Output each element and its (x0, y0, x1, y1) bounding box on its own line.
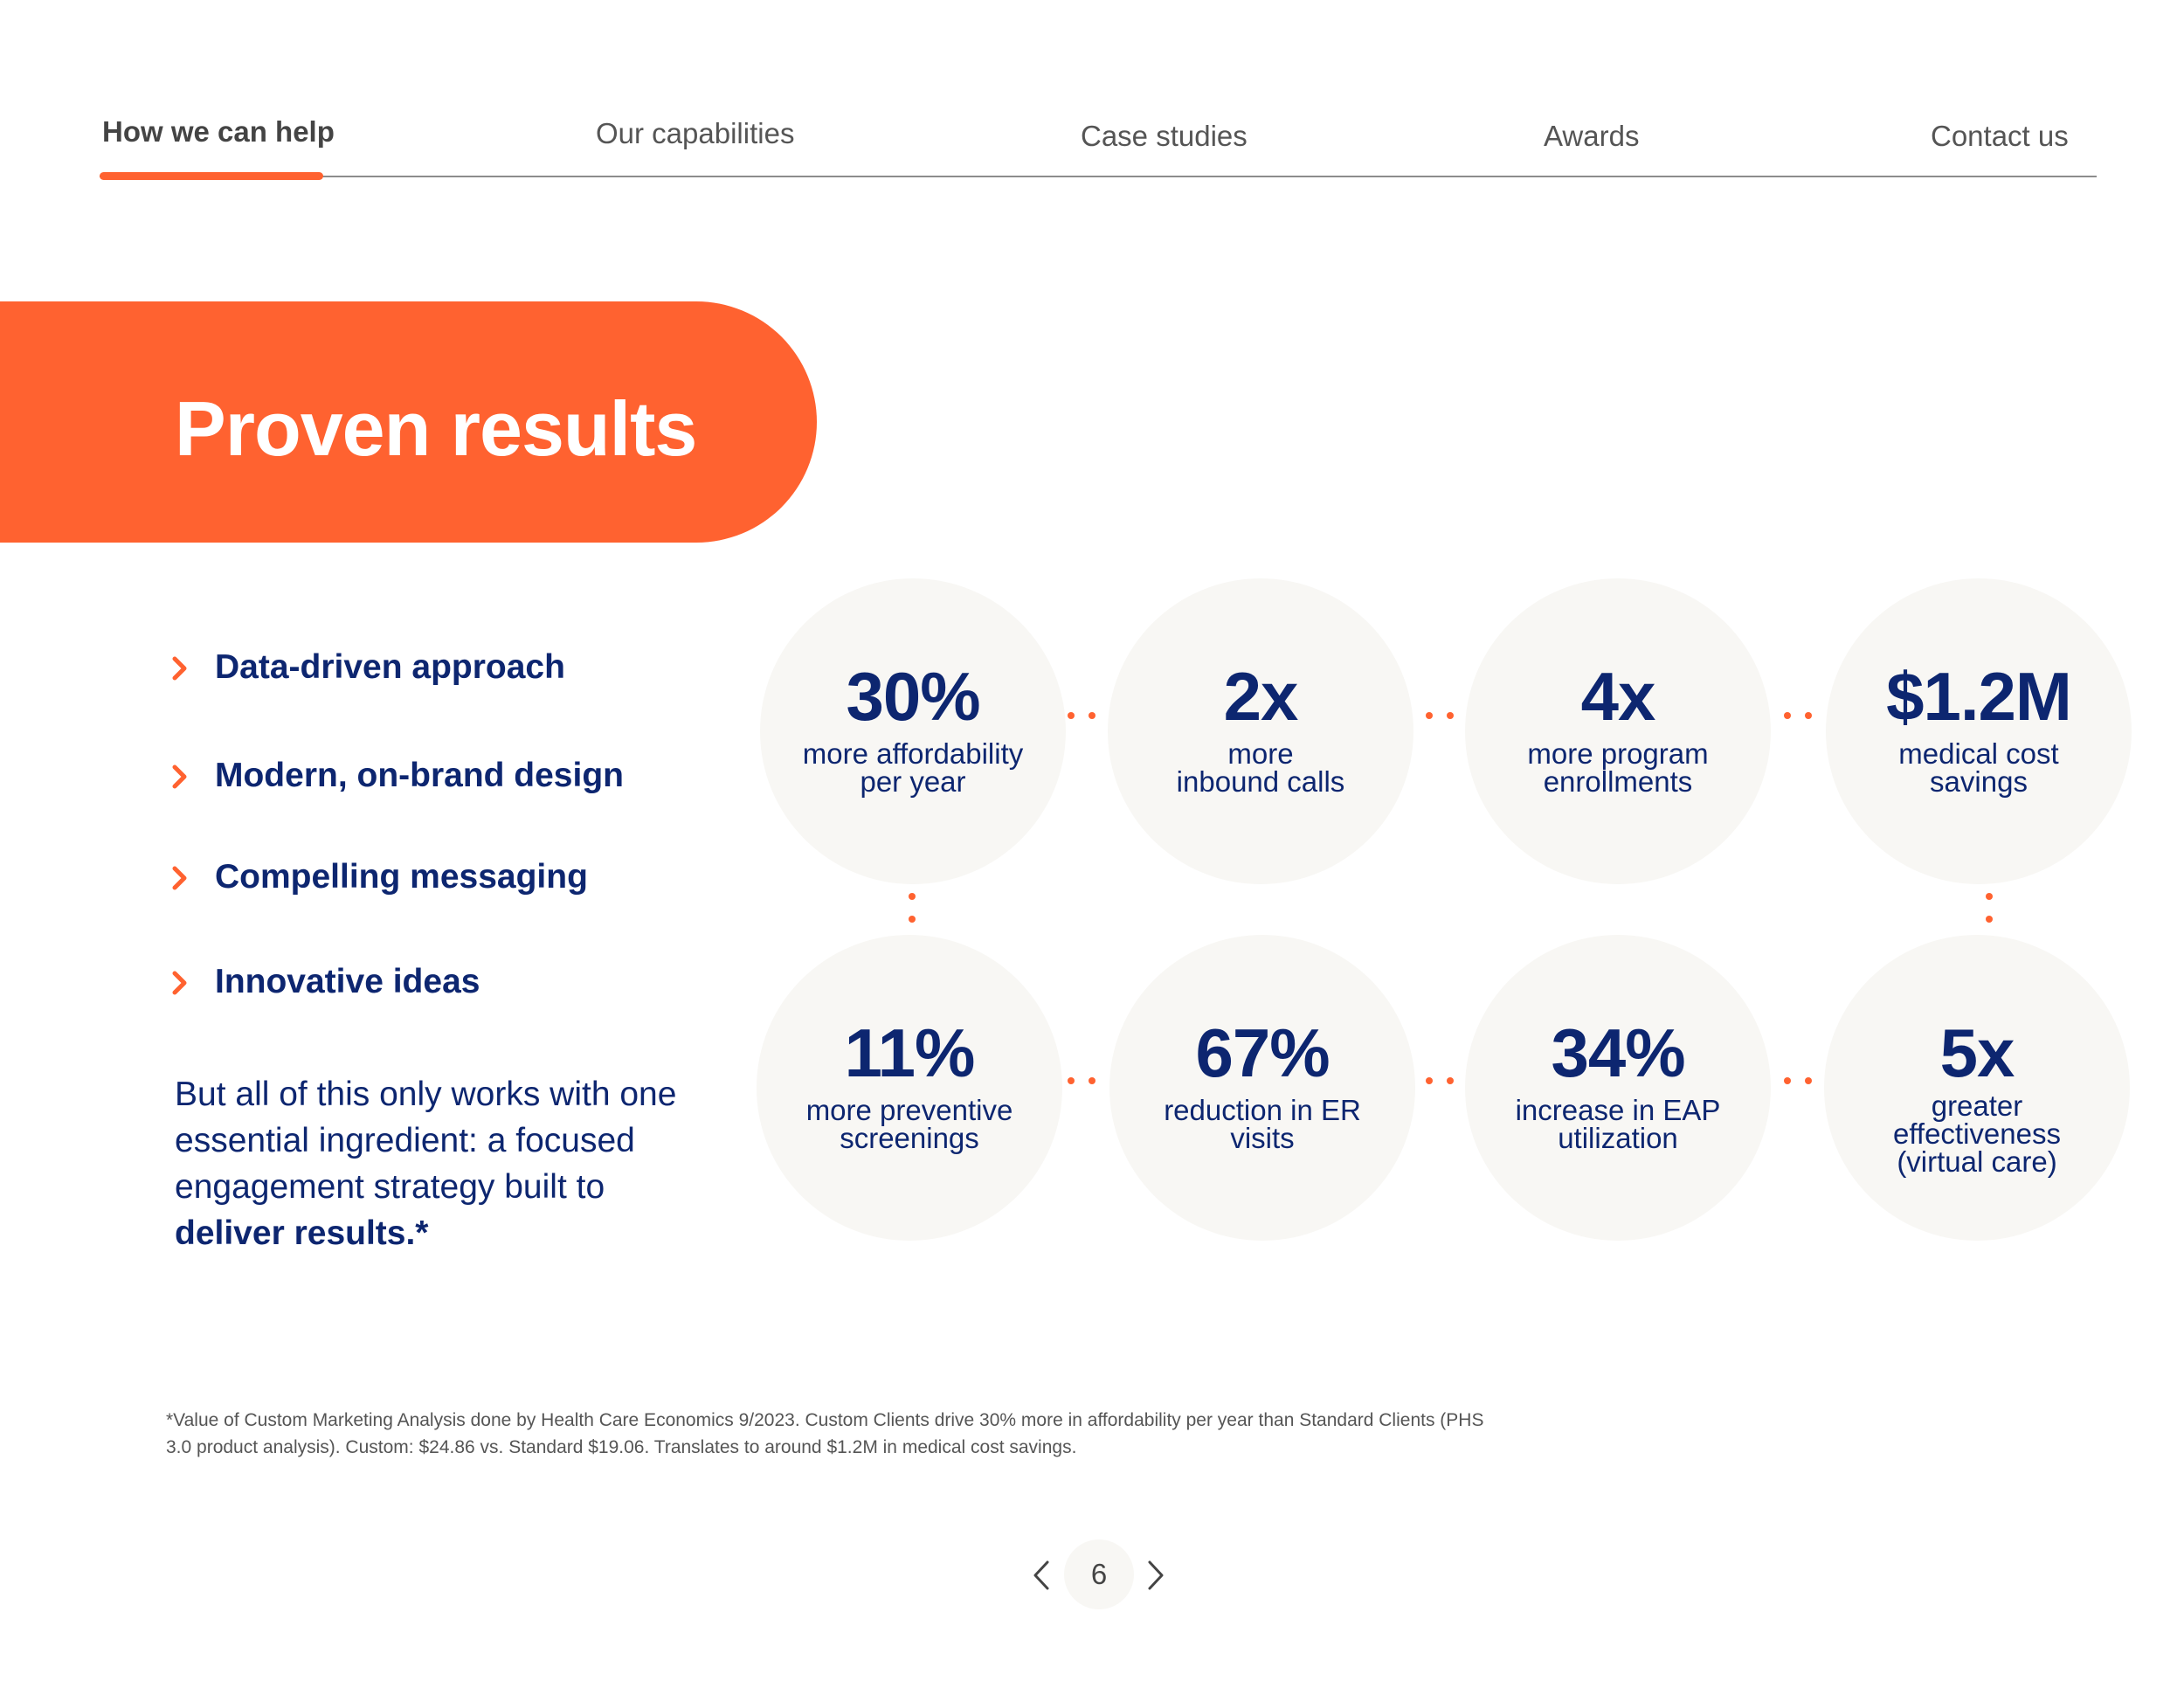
stat-description (1130, 737, 1392, 798)
stat-value: 11% (844, 1014, 975, 1091)
stat-desc-line: enrollments (1543, 765, 1693, 798)
stat-circle (1108, 578, 1413, 884)
stat-desc-line: medical cost (1898, 737, 2059, 770)
chevron-right-icon[interactable] (1144, 1558, 1167, 1593)
connector-dot (1089, 1077, 1095, 1084)
chevron-right-icon (170, 865, 190, 891)
stat-desc-line: screenings (840, 1122, 979, 1154)
connector-dot (1426, 1077, 1433, 1084)
stat-desc-line: more preventive (805, 1094, 1013, 1126)
stat-circle (1824, 935, 2130, 1241)
bullet-label: Innovative ideas (215, 963, 480, 1000)
top-navigation (0, 0, 2184, 183)
stat-value: 67% (1195, 1014, 1330, 1091)
stat-desc-line: more program (1527, 737, 1709, 770)
stat-desc-line: more affordability (802, 737, 1024, 770)
stat-value: 5x (1939, 1014, 2015, 1091)
stat-description (1131, 1094, 1393, 1154)
stat-desc-line: reduction in ER (1164, 1094, 1361, 1126)
body-paragraph (175, 1071, 681, 1256)
footnote: *Value of Custom Marketing Analysis done by Health Care Economics 9/2023. Custom Clients drive 30% more in affordability per year than Standard Clients (PHS 3.0 product analysis). Custom: $24.86 vs. Standard $19.06. Translates to around $1.2M in medical cost savings. (166, 1410, 1484, 1457)
tab-our-capabilities[interactable]: Our capabilities (596, 117, 795, 149)
stat-circle (1465, 578, 1771, 884)
connector-dot (1426, 712, 1433, 719)
page-number: 6 (1064, 1539, 1134, 1609)
tab-how-we-can-help[interactable]: How we can help (102, 115, 335, 148)
stat-desc-line: visits (1230, 1122, 1295, 1154)
tab-case-studies[interactable]: Case studies (1081, 120, 1248, 152)
stat-desc-line: (virtual care) (1897, 1145, 2057, 1178)
nav-divider (100, 176, 2097, 177)
chevron-right-icon (170, 655, 190, 681)
stat-desc-line: increase in EAP (1515, 1094, 1721, 1126)
stat-desc-line: greater (1931, 1090, 2023, 1122)
stat-circle (1109, 935, 1415, 1241)
connector-dot (1986, 893, 1993, 900)
bullet-label: Modern, on-brand design (215, 757, 624, 794)
bullet-label: Compelling messaging (215, 858, 588, 896)
stat-value: 2x (1223, 658, 1298, 735)
connector-dot (1089, 712, 1095, 719)
stat-desc-line: inbound calls (1176, 765, 1345, 798)
stat-desc-line: more (1227, 737, 1294, 770)
connector-dot (909, 893, 916, 900)
stat-value: 4x (1580, 658, 1655, 735)
connector-dot (1784, 712, 1791, 719)
bullet-label: Data-driven approach (215, 648, 565, 686)
tab-contact-us[interactable]: Contact us (1931, 120, 2069, 152)
connector-dot (1805, 1077, 1812, 1084)
stat-description (782, 737, 1044, 798)
stat-desc-line: utilization (1558, 1122, 1678, 1154)
chevron-right-icon (170, 764, 190, 790)
connector-dot (909, 916, 916, 923)
stat-description (1859, 1092, 2095, 1176)
stat-circle (1465, 935, 1771, 1241)
connector-dot (1447, 1077, 1454, 1084)
hero-banner (0, 301, 817, 543)
connector-dot (1068, 1077, 1075, 1084)
connector-dot (1447, 712, 1454, 719)
connector-dot (1784, 1077, 1791, 1084)
tab-awards[interactable]: Awards (1544, 120, 1640, 152)
chevron-right-icon (170, 970, 190, 996)
stat-description (1848, 737, 2110, 798)
connector-dot (1068, 712, 1075, 719)
stat-desc-line: effectiveness (1892, 1117, 2061, 1150)
stat-desc-line: savings (1930, 765, 2028, 798)
stat-value: 34% (1551, 1014, 1685, 1091)
active-tab-indicator (100, 172, 323, 180)
stat-desc-line: per year (860, 765, 966, 798)
stat-description (778, 1094, 1040, 1154)
chevron-left-icon[interactable] (1030, 1558, 1053, 1593)
body-text: But all of this only works with one essential ingredient: a focused engagement strategy built to (175, 1076, 677, 1206)
stat-description (1487, 1094, 1749, 1154)
stat-value: $1.2M (1886, 658, 2071, 735)
stat-description (1487, 737, 1749, 798)
stat-circle (757, 935, 1062, 1241)
connector-dot (1805, 712, 1812, 719)
stat-circle (1826, 578, 2132, 884)
body-emphasis: deliver results.* (175, 1214, 429, 1252)
page-title: Proven results (175, 385, 697, 472)
connector-dot (1986, 916, 1993, 923)
stat-value: 30% (846, 658, 980, 735)
stat-circle (760, 578, 1066, 884)
